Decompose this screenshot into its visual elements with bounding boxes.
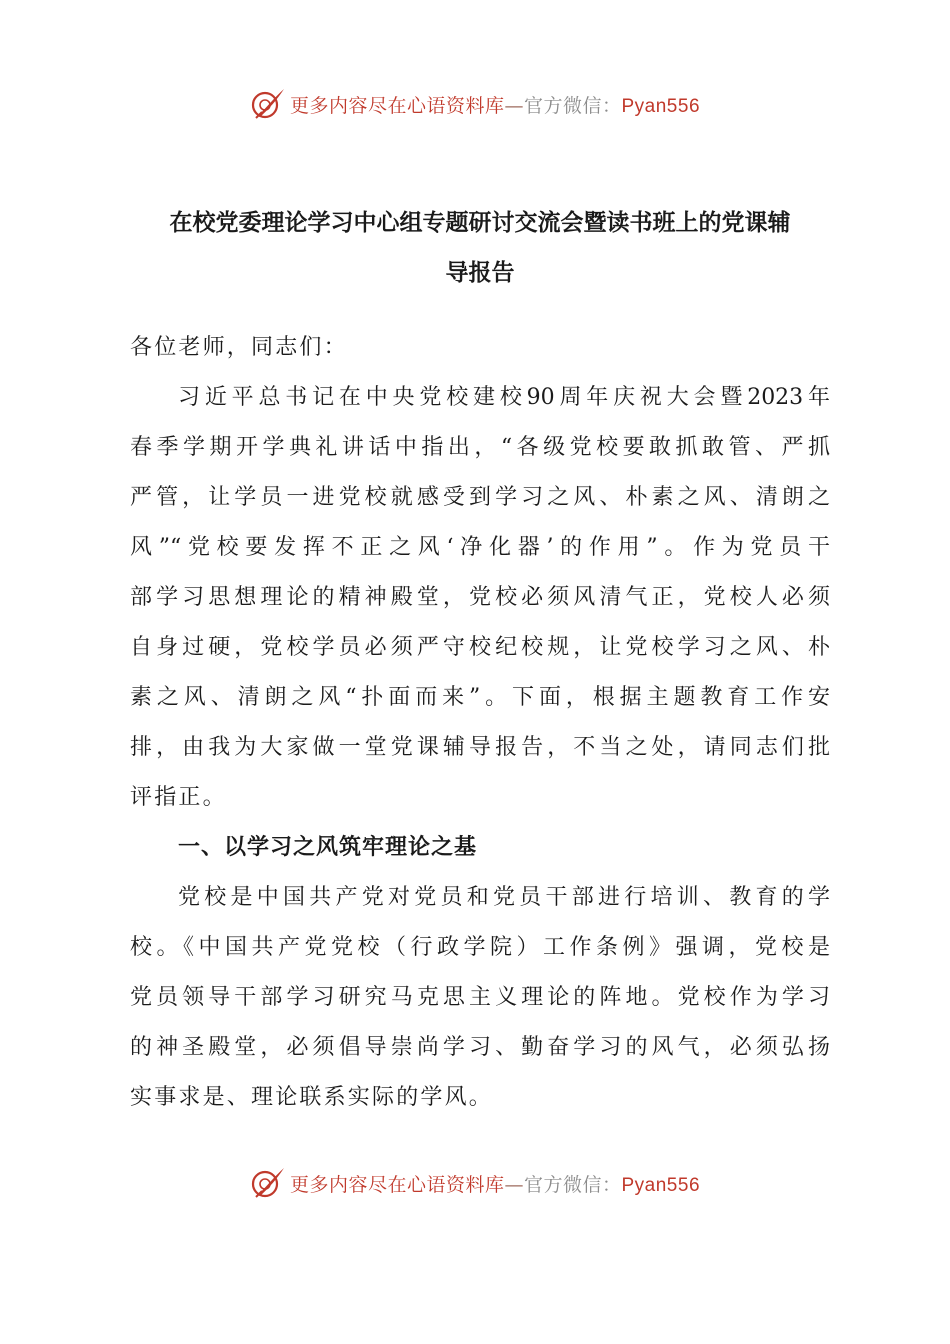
quill-logo-icon [250, 1165, 286, 1201]
paragraph-1-line: 风”“党校要发挥不正之风‘净化器’的作用”。作为党员干 [130, 535, 830, 560]
paragraph-2-line: 校。《中国共产党党校（行政学院）工作条例》强调，党校是 [130, 935, 830, 960]
document-title-line-1: 在校党委理论学习中心组专题研讨交流会暨读书班上的党课辅 [169, 210, 791, 236]
paragraph-2-line: 的神圣殿堂，必须倡导崇尚学习、勤奋学习的风气，必须弘扬 [130, 1035, 830, 1060]
watermark-dash: — [504, 1173, 524, 1196]
watermark-banner-top [0, 84, 950, 124]
paragraph-2-line: 党员领导干部学习研究马克思主义理论的阵地。党校作为学习 [130, 985, 830, 1010]
paragraph-1-line: 评指正。 [130, 785, 227, 810]
paragraph-2-line: 实事求是、理论联系实际的学风。 [130, 1085, 494, 1110]
watermark-main-text: 更多内容尽在心语资料库 [289, 94, 505, 117]
paragraph-1-line: 素之风、清朗之风“扑面而来”。下面，根据主题教育工作安 [130, 685, 830, 710]
paragraph-1-line: 习近平总书记在中央党校建校90周年庆祝大会暨2023年 [178, 385, 830, 410]
paragraph-1-line: 自身过硬，党校学员必须严守校纪校规，让党校学习之风、朴 [130, 635, 830, 660]
paragraph-1-line: 严管，让学员一进党校就感受到学习之风、朴素之风、清朗之 [130, 485, 830, 510]
watermark-label: 官方微信： [523, 94, 622, 117]
paragraph-1-line: 部学习思想理论的精神殿堂，党校必须风清气正，党校人必须 [130, 585, 830, 610]
paragraph-1-line: 春季学期开学典礼讲话中指出，“各级党校要敢抓敢管、严抓 [130, 435, 830, 460]
paragraph-1-line: 排，由我为大家做一堂党课辅导报告，不当之处，请同志们批 [130, 735, 830, 760]
watermark-label: 官方微信： [523, 1173, 622, 1196]
salutation: 各位老师，同志们： [130, 335, 348, 360]
watermark-main-text: 更多内容尽在心语资料库 [289, 1173, 505, 1196]
watermark-wechat-id: Pyan556 [621, 1174, 701, 1196]
watermark-wechat-id: Pyan556 [621, 95, 701, 117]
watermark-banner-bottom [0, 1163, 950, 1203]
document-title-line-2: 导报告 [445, 260, 515, 286]
section-1-heading: 一、以学习之风筑牢理论之基 [178, 835, 478, 860]
quill-logo-icon [250, 86, 286, 122]
paragraph-2-line: 党校是中国共产党对党员和党员干部进行培训、教育的学 [178, 885, 830, 910]
watermark-dash: — [504, 94, 524, 117]
